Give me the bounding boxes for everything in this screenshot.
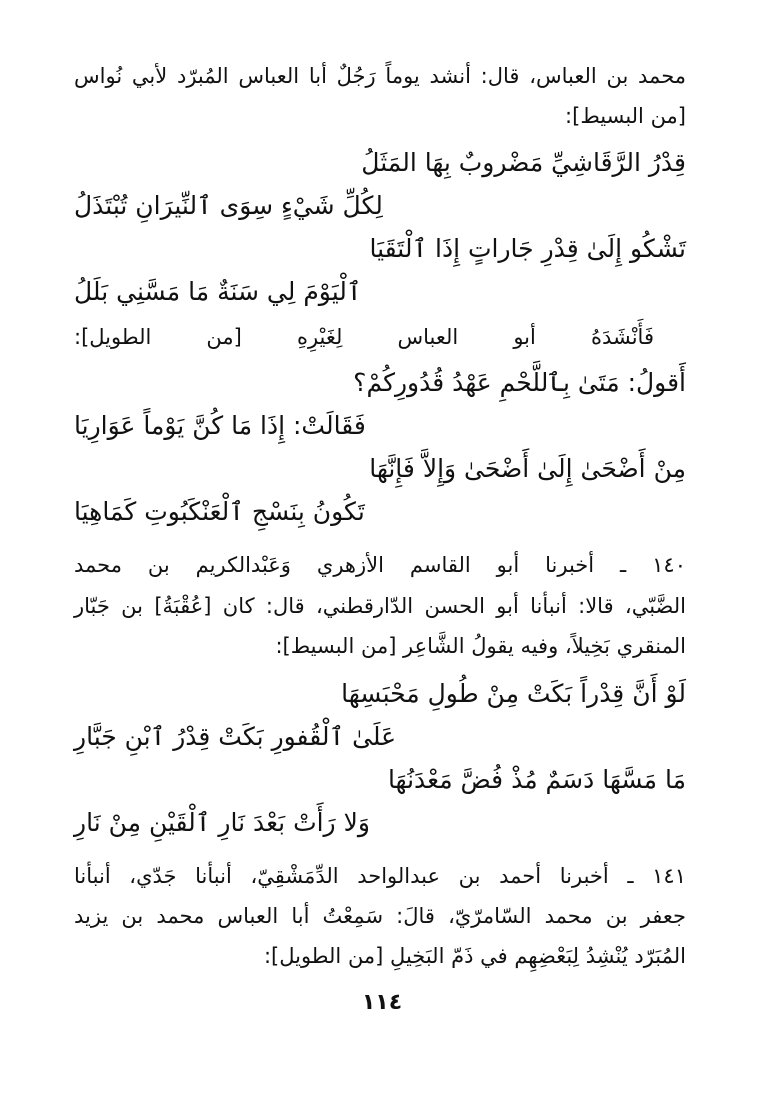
prose-line: جعفر بن محمد السّامرّيّ، قالَ: سَمِعْتُ أبا العباس محمد بن يزيد <box>74 904 686 928</box>
prose-line: الضَّبّي، قالا: أنبأنا أبو الحسن الدّارقطني، قال: كان [عُقْبَةُ] بن جَبّار <box>74 594 686 618</box>
prose-line: [من البسيط]: <box>565 104 686 128</box>
verse-hemistich-first: مَا مَسَّهَا دَسَمٌ مُذْ فُضَّ مَعْدَنُهَا <box>387 765 686 794</box>
page-number: ١١٤ <box>361 990 403 1015</box>
prose-line: ١٤١ ـ أخبرنا أحمد بن عبدالواحد الدِّمَشْقِيّ، أنبأنا جَدّي، أنبأنا <box>74 864 686 888</box>
verse-hemistich-second: فَقَالَتْ: إِذَا مَا كُنَّ يَوْماً عَوَارِيَا <box>74 411 366 440</box>
prose-line: ١٤٠ ـ أخبرنا أبو القاسم الأزهري وَعَبْدالكريم بن محمد <box>74 553 686 577</box>
verse-hemistich-first: تَشْكُو إِلَىٰ قِدْرِ جَاراتٍ إِذَا ٱلْتَقَيَا <box>369 234 686 263</box>
prose-line: المنقري بَخِيلاً، وفيه يقولُ الشَّاعِر [من البسيط]: <box>275 634 686 658</box>
verse-hemistich-first: أَقولُ: مَتَىٰ بِٱللَّحْمِ عَهْدُ قُدُورِكُمْ؟ <box>353 368 686 397</box>
verse-hemistich-second: عَلَىٰ ٱلْقُفورِ بَكَتْ قِدْرُ ٱبْنِ جَبَّارِ <box>74 722 397 751</box>
verse-hemistich-second: ٱلْيَوْمَ لِي سَنَةٌ مَا مَسَّنِي بَلَلُ <box>74 277 362 306</box>
verse-hemistich-first: لَوْ أَنَّ قِدْراً بَكَتْ مِنْ طُولِ مَحْبَسِهَا <box>341 679 686 708</box>
verse-hemistich-second: تَكُونُ بِنَسْجِ ٱلْعَنْكَبُوتِ كَمَاهِيَا <box>74 497 365 526</box>
prose-line: المُبَرّد يُنْشِدُ لِبَعْضِهِم في ذَمّ البَخِيلِ [من الطويل]: <box>263 944 686 968</box>
prose-line: محمد بن العباس، قال: أنشد يوماً رَجُلٌ أبا العباس المُبرّد لأبي نُواس <box>74 64 686 88</box>
verse-hemistich-second: وَلا رَأَتْ بَعْدَ نَارِ ٱلْقَيْنِ مِنْ نَارِ <box>74 808 370 837</box>
verse-hemistich-first: قِدْرُ الرَّقَاشِيِّ مَضْروبٌ بِهَا المَثَلُ <box>361 148 686 177</box>
verse-hemistich-first: مِنْ أَضْحَىٰ إِلَىٰ أَضْحَىٰ وَإِلاَّ فَإِنَّهَا <box>369 454 686 483</box>
verse-hemistich-second: لِكُلِّ شَيْءٍ سِوَى ٱلنِّيرَانِ تُبْتَذَلُ <box>74 191 383 220</box>
verse-intro-line: فَأَنْشَدَهُ أبو العباس لِغَيْرِهِ [من الطويل]: <box>74 325 654 349</box>
